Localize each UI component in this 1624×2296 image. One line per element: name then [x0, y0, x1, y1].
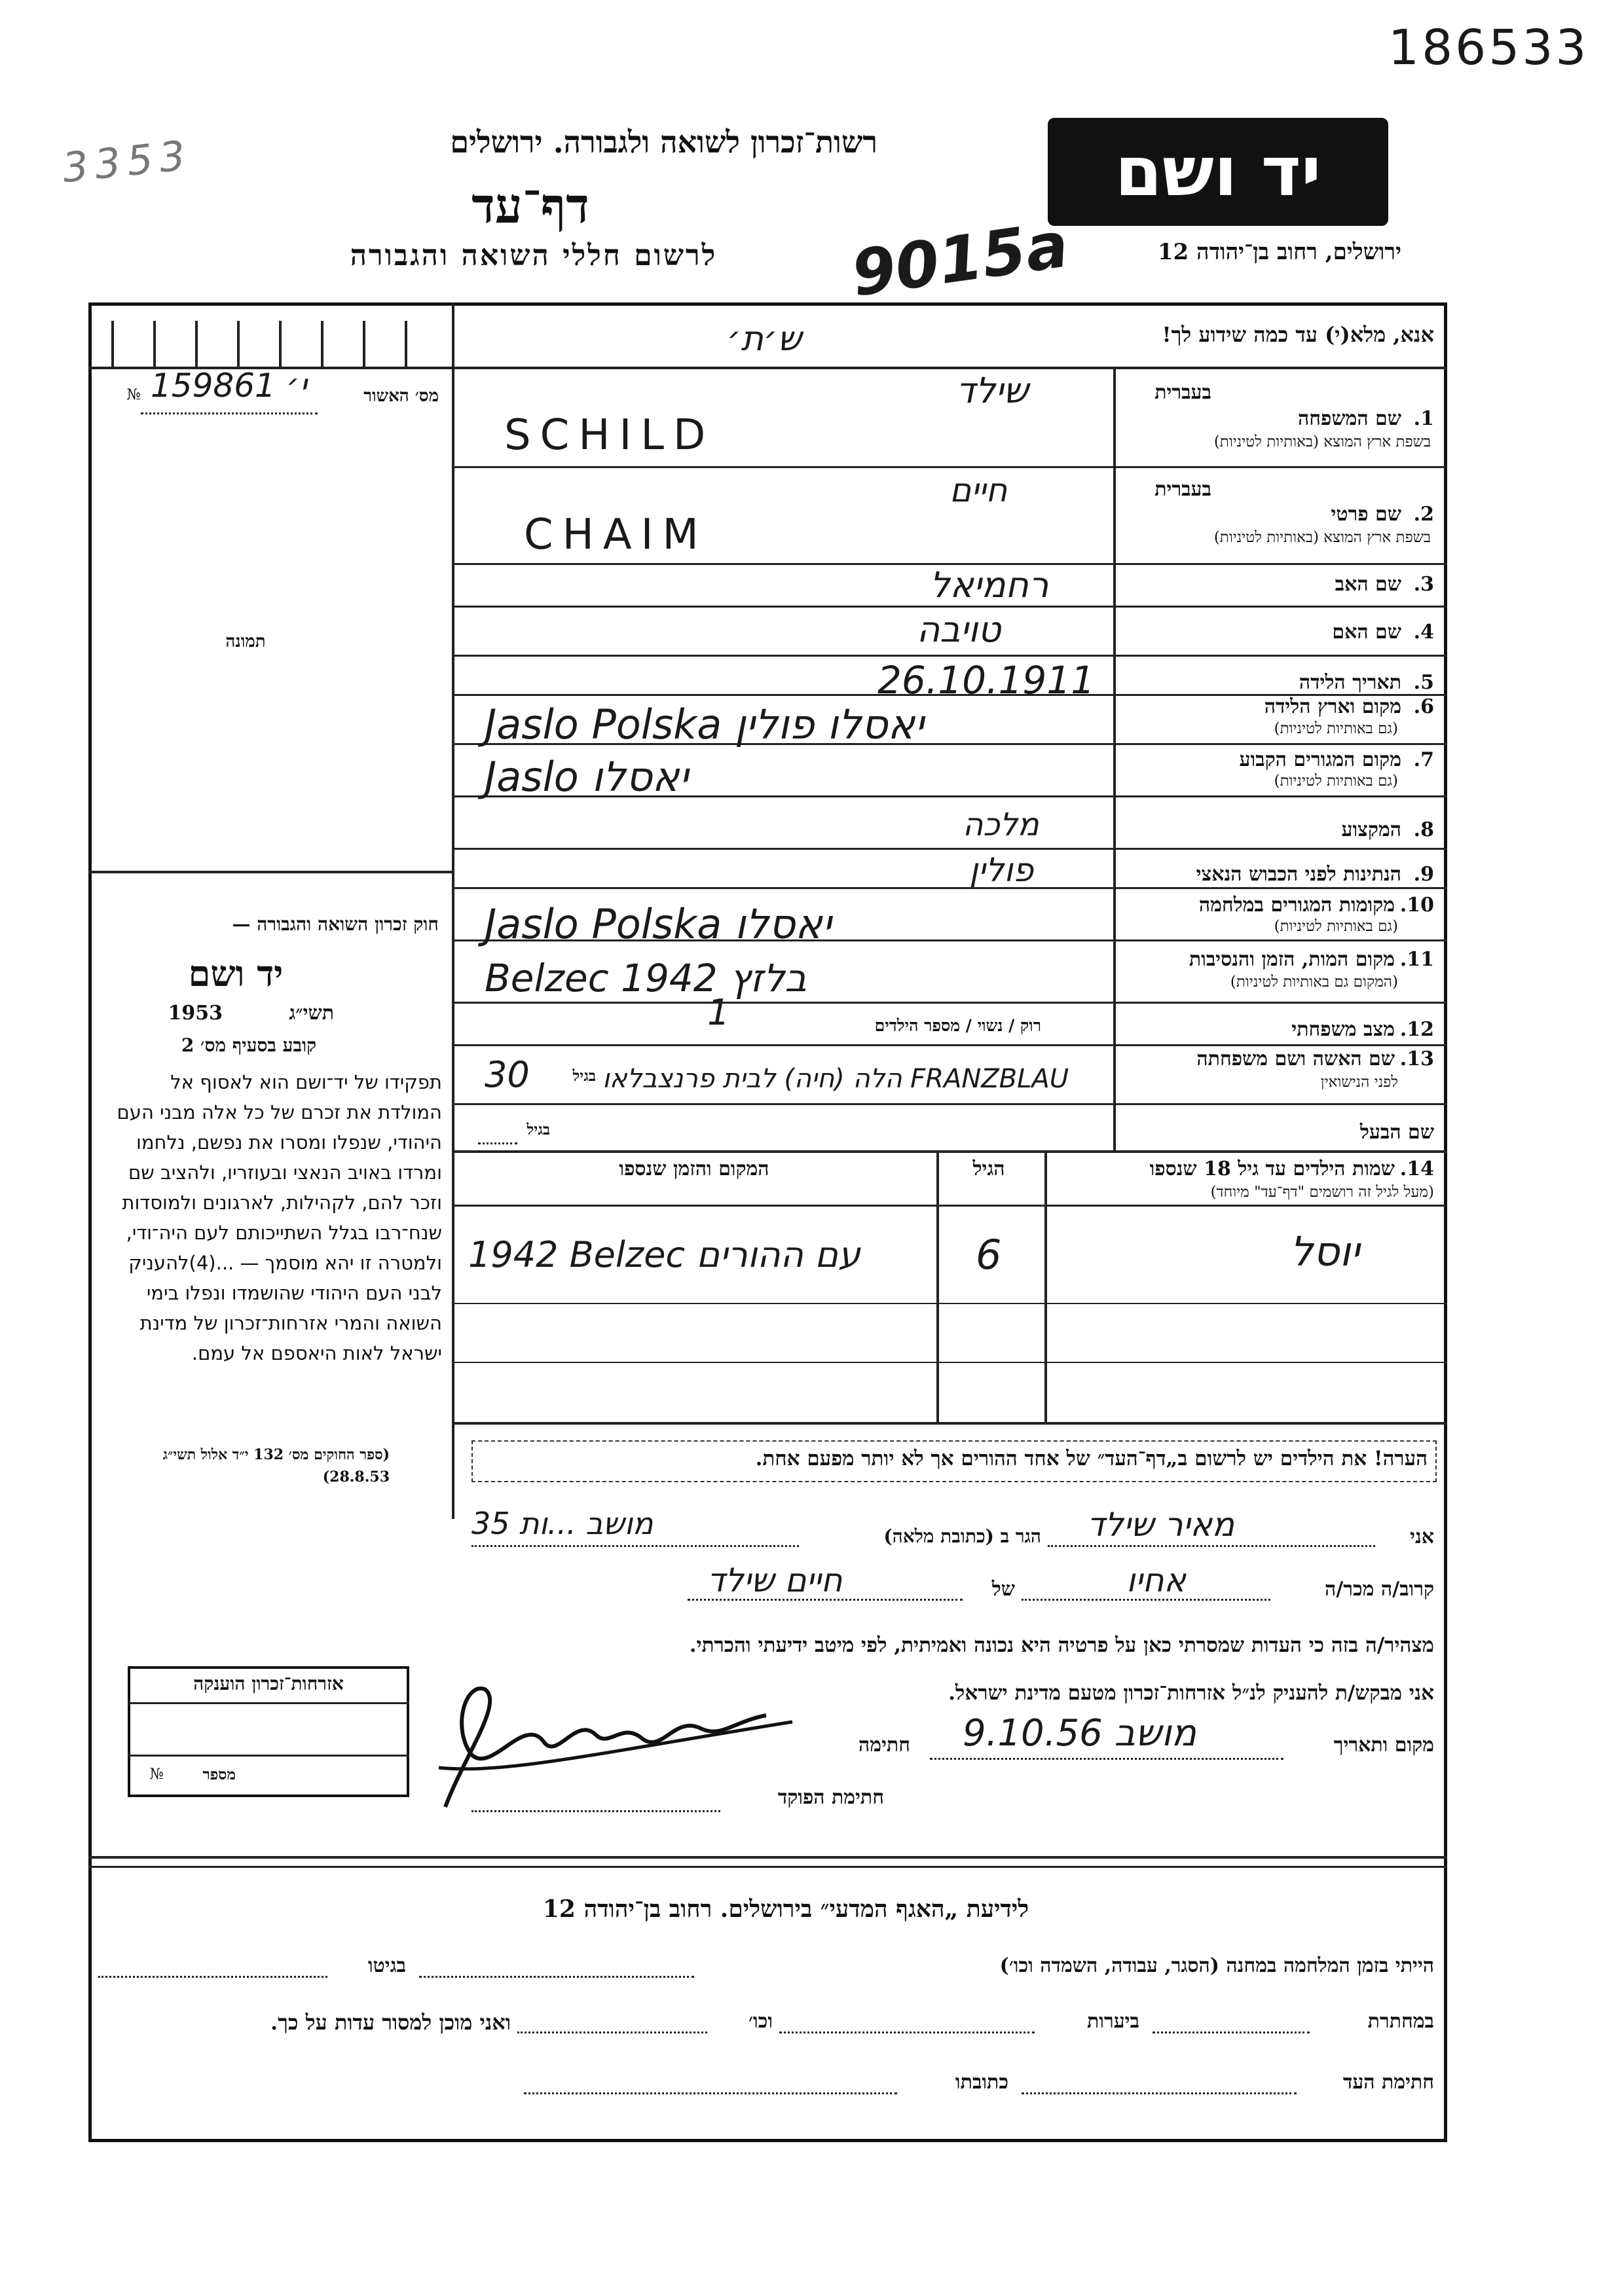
citizenship-title: אזרחות־זכרון הוענקה [193, 1673, 344, 1694]
field-2-value-latin: CHAIM [524, 511, 708, 559]
intro-value: ש׳ת׳ [727, 319, 802, 359]
declarant-name: מאיר שילד [1087, 1506, 1234, 1544]
field-3-value: רחמיאל [930, 564, 1049, 606]
law-year-hebrew: תשי״ג [289, 1002, 334, 1025]
footer-title: לידיעת „האגף המדעי״ בירושלים. רחוב בן־יהודה 12 [542, 1895, 1029, 1923]
logo-text: יד ושם [1115, 132, 1321, 211]
law-citation: (ספר החוקים מס׳ 132 י״ד אלול תשי״ג 28.8.53) [162, 1446, 390, 1485]
field-2-value-hebrew: חיים [950, 471, 1008, 509]
child-row-age: 6 [976, 1231, 1002, 1279]
field-row-divider [454, 1002, 1447, 1004]
children-number: 14. [1399, 1157, 1434, 1180]
children-title: שמות הילדים עד גיל 18 שנספו [1149, 1157, 1395, 1180]
note-text: הערה! את הילדים יש לרשום ב„דף־העד״ של אחד ההורים אך לא יותר מפעם אחת. [755, 1447, 1428, 1470]
photo-label: תמונה [225, 632, 266, 651]
field-row-divider [454, 1044, 1447, 1046]
law-name: יד ושם [188, 953, 284, 994]
declaration-text: מצהיר/ה בזה כי העדות שמסרתי כאן על פרטיה היא נכונה ואמיתית, לפי מיטב ידיעתי והכרתי. [689, 1633, 1434, 1657]
field-11-sub: (המקום גם באותיות לטיניות) [1230, 974, 1398, 991]
declarant-lives-at: הגר ב (כתובת מלאה) [883, 1525, 1041, 1547]
place-date-value: מושב 9.10.56 [963, 1712, 1196, 1755]
field-2-label: שם פרטי [1331, 503, 1401, 526]
form-subtitle: לרשום חללי השואה והגבורה [350, 239, 718, 272]
declarant-address: מושב ...ות 35 [471, 1506, 654, 1541]
relation-value: אחיו [1126, 1561, 1186, 1599]
permit-suffix: № [126, 386, 141, 403]
footer-ready: ואני מוכן למסור עדות על כך. [270, 2010, 511, 2035]
signature-label: חתימה [858, 1734, 910, 1757]
law-title: חוק זכרון השואה והגבורה — [232, 913, 439, 935]
field-4-value: טויבה [917, 609, 1001, 650]
field-8-number: 8. [1413, 818, 1434, 841]
field-row-divider [454, 887, 1447, 889]
relative-label: קרוב/ה מכר/ה [1325, 1578, 1434, 1601]
citizenship-no: № [149, 1766, 164, 1783]
field-7-sub: (גם באותיות לטיניות) [1274, 773, 1398, 790]
field-7-number: 7. [1413, 748, 1434, 771]
of-label: של [991, 1578, 1015, 1601]
field-row-divider [454, 606, 1447, 608]
field-5-number: 5. [1413, 671, 1434, 694]
ruler-ticks [111, 321, 439, 367]
field-11-label: מקום המות, הזמן והנסיבות [1189, 948, 1395, 971]
request-text: אני מבקש/ת להעניק לנ״ל אזרחות־זכרון מטעם מדינת ישראל. [948, 1681, 1434, 1705]
law-clause: קובע בסעיף מס׳ 2 [181, 1034, 317, 1056]
field-row-divider [454, 1103, 1447, 1105]
field-13-label: שם האשה ושם משפחתה [1196, 1048, 1395, 1070]
field-9-label: הנתינות לפני הכבוש הנאצי [1196, 863, 1401, 886]
husband-age-label: בגיל [526, 1121, 550, 1139]
field-12-value: רוק / נשוי / מספר הילדים [874, 1016, 1041, 1035]
footer-witness-address: כתובתו [955, 2071, 1008, 2094]
authority-line: רשות־זכרון לשואה ולגבורה. ירושלים [450, 124, 877, 160]
field-3-label: שם האב [1335, 573, 1401, 596]
field-2-number: 2. [1413, 503, 1434, 526]
law-year: 1953 [168, 1002, 223, 1025]
field-13-sub: לפני הנישואין [1320, 1074, 1398, 1091]
field-10-label: מקומות המגורים במלחמה [1198, 894, 1395, 917]
archive-number: 186533 [1388, 20, 1589, 76]
stamp-number: 3353 [60, 130, 194, 192]
permit-value: י׳ 159861 [151, 367, 307, 405]
children-col-place: המקום והזמן שנספו [619, 1157, 769, 1180]
field-1-value-latin: SCHILD [504, 411, 715, 460]
footer-ghetto: בגיטו [367, 1954, 406, 1977]
footer-witness-signature: חתימת העד [1342, 2071, 1434, 2094]
field-13-value: הלה (חיה) לבית פרנצבלאו FRANZBLAU [602, 1064, 1069, 1094]
footer-camp-line: הייתי בזמן המלחמה במחנה (הסגר, עבודה, השמדה וכו׳) [999, 1954, 1434, 1977]
citizenship-number-label: מספר [202, 1766, 236, 1783]
field-8-label: המקצוע [1341, 818, 1401, 841]
field-10-sub: (גם באותיות לטיניות) [1274, 918, 1398, 935]
address-line: ירושלים, רחוב בן־יהודה 12 [1157, 239, 1401, 265]
child-row-place: 1942 Belzec עם ההורים [468, 1234, 860, 1275]
of-name: חיים שילד [707, 1561, 843, 1599]
field-row-divider [454, 466, 1447, 468]
field-13-number: 13. [1399, 1048, 1434, 1070]
law-text: תפקידו של יד־ושם הוא לאסוף אל המולדת את זכרם של כל אלה מבני העם היהודי, שנפלו ומסרו את נפשם, נלחמו ומרדו באויב הנאצי ובעוזריו, ולהציב שם וזכר להם, לקהילות, לארגונים ולמוסדות שנח־רבו בגלל השתייכותם לעם היה־ודי, ולמטרה זו יהא מוסמך — ...(4)להעניק לבני העם היהודי שהושמדו ונפלו בימי השואה והמרי אזרחות־זכרון של מדינת ישראל לאות היאספם אל עמם. [117, 1071, 442, 1364]
field-5-label: תאריך הלידה [1299, 671, 1401, 694]
officer-label: חתימת הפוקד [777, 1786, 884, 1809]
form-title: דף־עד [471, 178, 589, 234]
footer-etc: וכו׳ [748, 2010, 773, 2033]
field-row-divider [454, 655, 1447, 657]
husband-label: שם הבעל [1359, 1121, 1434, 1144]
field-6-value: Jaslo Polska יאסלו פולין [485, 701, 924, 748]
footer-underground: במחתרת [1367, 2010, 1434, 2033]
field-6-label: מקום וארץ הלידה [1264, 695, 1401, 718]
field-6-number: 6. [1413, 695, 1434, 718]
children-col-age: הגיל [972, 1157, 1005, 1180]
field-11-number: 11. [1399, 948, 1434, 971]
field-10-value: Jaslo Polska יאסלו [485, 900, 832, 948]
handwritten-reference: 9015a [847, 208, 1073, 311]
yad-vashem-logo [1048, 118, 1388, 226]
field-9-number: 9. [1413, 863, 1434, 886]
field-1-label: שם המשפחה [1297, 407, 1401, 430]
field-11-value: Belzec 1942 בלזץ [485, 956, 807, 1000]
field-1-tag: בעברית [1154, 381, 1211, 404]
field-12-number: 12. [1399, 1018, 1434, 1041]
field-5-value: 26.10.1911 [877, 658, 1096, 702]
field-1-value-hebrew: שילד [956, 370, 1029, 411]
place-date-label: מקום ותאריך [1333, 1734, 1434, 1757]
field-10-number: 10. [1399, 894, 1434, 917]
field-8-value: מלכה [963, 807, 1039, 843]
field-2-sub: בשפת ארץ המוצא (באותיות לטיניות) [1213, 529, 1431, 546]
field-2-tag: בעברית [1154, 478, 1211, 501]
field-1-number: 1. [1413, 407, 1434, 430]
field-9-value: פולין [969, 851, 1034, 889]
field-3-number: 3. [1413, 573, 1434, 596]
field-12-label: מצב משפחתי [1291, 1018, 1395, 1041]
field-6-sub: (גם באותיות לטיניות) [1274, 720, 1398, 737]
field-7-label: מקום המגורים הקבוע [1239, 748, 1401, 771]
intro-prompt: אנא, מלא(י) עד כמה שידוע לך! [1162, 322, 1434, 347]
declarant-ani: אני [1410, 1525, 1434, 1548]
field-7-value: Jaslo יאסלו [485, 753, 689, 801]
child-row-name: יוסל [1290, 1228, 1360, 1275]
field-13-age: 30 [485, 1054, 530, 1095]
permit-label: מס׳ האשור [363, 386, 439, 406]
field-1-sub: בשפת ארץ המוצא (באותיות לטיניות) [1213, 433, 1431, 450]
field-4-label: שם האם [1332, 621, 1401, 644]
children-sub: (מעל לגיל זה רושמים "דף־עד" מיוחד) [1210, 1184, 1434, 1201]
field-row-divider [454, 848, 1447, 850]
footer-forests: ביערות [1086, 2010, 1139, 2033]
field-4-number: 4. [1413, 621, 1434, 644]
field-12-children-count: 1 [707, 992, 730, 1033]
field-13-age-label: בגיל [572, 1067, 596, 1085]
